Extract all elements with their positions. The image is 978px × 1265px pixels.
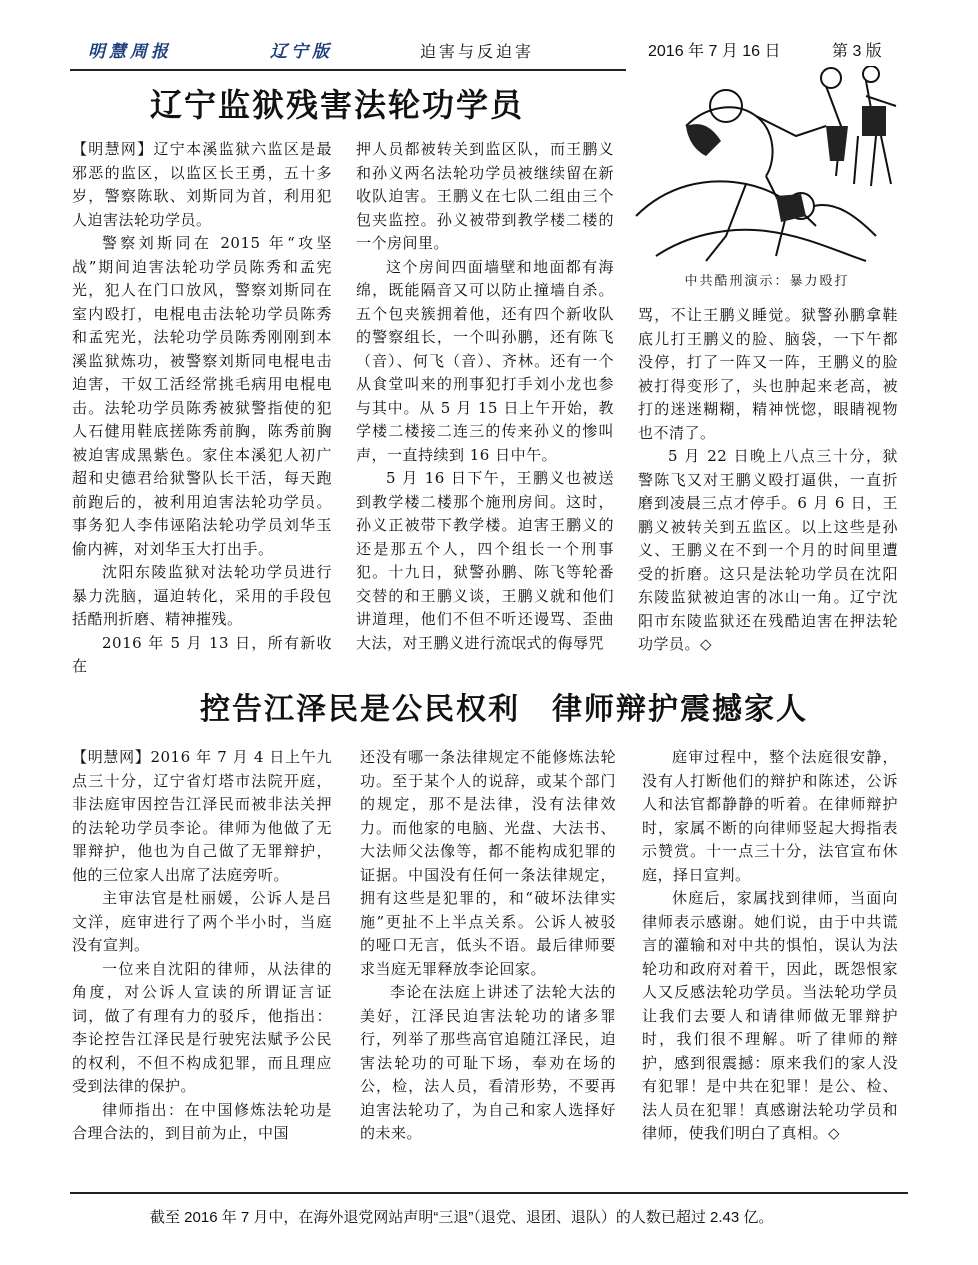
paragraph: 押人员都被转关到监区队，而王鹏义和孙义两名法轮功学员被继续留在新收队迫害。王鹏义在七队二组由三个包夹监控。孙义被带到教学楼二楼的一个房间里。 xyxy=(356,140,614,252)
paragraph: 5 月 16 日下午，王鹏义也被送到教学楼二楼那个施刑房间。这时，孙义正被带下教学楼。迫害王鹏义的还是那五个人，四个组长一个刑事犯。十九日，狱警孙鹏、陈飞等轮番交替的和王鹏义谈，王鹏义就和他们讲道理，他们不但不听还谩骂、歪曲大法，对王鹏义进行流氓式的侮辱咒 xyxy=(356,469,614,652)
paper-name: 明慧周报 xyxy=(88,42,172,62)
paragraph: 李论在法庭上讲述了法轮大法的美好，江泽民迫害法轮功的诸多罪行，列举了那些高官追随江泽民，迫害法轮功的可耻下场，奉劝在场的公，检，法人员，看清形势，不要再迫害法轮功了，为自己和家人选择好的未来。 xyxy=(360,983,616,1142)
paragraph: 2016 年 5 月 13 日，所有新收在 xyxy=(72,633,332,675)
footer-notice: 截至 2016 年 7 月中，在海外退党网站声明“三退”（退党、退团、退队）的人数已超过 2.43 亿。 xyxy=(150,1209,774,1226)
article1-col2 xyxy=(356,138,614,655)
article1-col3 xyxy=(638,304,898,657)
edition-name: 辽宁版 xyxy=(270,42,333,62)
footer-rule xyxy=(70,1192,908,1194)
illustration-image xyxy=(626,66,908,266)
paragraph: 【明慧网】辽宁本溪监狱六监区是最邪恶的监区，以监区长王勇，五十多岁，警察陈耿、刘斯同为首，利用犯人迫害法轮功学员。 xyxy=(72,140,332,229)
paragraph: 【明慧网】2016 年 7 月 4 日上午九点三十分，辽宁省灯塔市法院开庭，非法庭审因控告江泽民而被非法关押的法轮功学员李论。律师为他做了无罪辩护，他也为自己做了无罪辩护，他的三位家人出席了法庭旁听。 xyxy=(72,748,332,884)
paragraph: 5 月 22 日晚上八点三十分，狱警陈飞又对王鹏义殴打逼供，一直折磨到凌晨三点才停手。6 月 6 日，王鹏义被转关到五监区。以上这些是孙义、王鹏义在不到一个月的时间里遭受的折磨。这只是法轮功学员在沈阳东陵监狱被迫害的冰山一角。辽宁沈阳市东陵监狱还在残酷迫害在押法轮功学员。◇ xyxy=(638,447,898,653)
section-name: 迫害与反迫害 xyxy=(420,42,535,61)
article2-title: 控告江泽民是公民权利 律师辩护震撼家人 xyxy=(200,692,808,727)
paragraph: 庭审过程中，整个法庭很安静，没有人打断他们的辩护和陈述，公诉人和法官都静静的听着。在律师辩护时，家属不断的向律师竖起大拇指表示赞赏。十一点三十分，法官宣布休庭，择日宣判。 xyxy=(642,748,898,884)
paragraph: 一位来自沈阳的律师，从法律的角度，对公诉人宣读的所谓证言证词，做了有理有力的驳斥，他指出：李论控告江泽民是行驶宪法赋予公民的权利，不但不构成犯罪，而且理应受到法律的保护。 xyxy=(72,959,332,1095)
article2-col2 xyxy=(360,746,616,1146)
paragraph: 这个房间四面墙壁和地面都有海绵，既能隔音又可以防止撞墙自杀。五个包夹簇拥着他，还有四个新收队的警察组长，一个叫孙鹏，还有陈飞（音）、何飞（音）、齐林。还有一个从食堂叫来的刑事犯打手刘小龙也参与其中。从 5 月 15 日上午开始，教学楼二楼接二连三的传来孙义的惨叫声，一直持续到 16 日中午。 xyxy=(356,257,614,464)
illustration-caption: 中共酷刑演示：暴力殴打 xyxy=(684,274,850,289)
article1-title: 辽宁监狱残害法轮功学员 xyxy=(150,86,525,124)
torture-illustration xyxy=(626,66,908,266)
article2-col3 xyxy=(642,746,898,1146)
paragraph: 沈阳东陵监狱对法轮功学员进行暴力洗脑，逼迫转化，采用的手段包括酷刑折磨、精神摧残。 xyxy=(72,563,332,628)
paragraph: 警察刘斯同在 2015 年“攻坚战”期间迫害法轮功学员陈秀和孟宪光，犯人在门口放风，警察刘斯同在室内殴打，电棍电击法轮功学员陈秀和孟宪光，法轮功学员陈秀刚刚到本溪监狱炼功，被警察刘斯同电棍电击迫害，干奴工活经常挑毛病用电棍电击。法轮功学员陈秀被狱警指使的犯人石健用鞋底搓陈秀前胸，陈秀前胸被迫害成黑紫色。家住本溪犯人初广超和史德君给狱警队长干活，每天跑前跑后的，被利用迫害法轮功学员。事务犯人李伟诬陷法轮功学员刘华玉偷内裤，对刘华玉大打出手。 xyxy=(72,234,332,558)
article1-col1 xyxy=(72,138,332,679)
paragraph: 还没有哪一条法律规定不能修炼法轮功。至于某个人的说辞，或某个部门的规定，那不是法律，没有法律效力。而他家的电脑、光盘、大法书、大法师父法像等，都不能构成犯罪的证据。中国没有任何一条法律规定，拥有这些是犯罪的，和“破坏法律实施”更扯不上半点关系。公诉人被驳的哑口无言，低头不语。最后律师要求当庭无罪释放李论回家。 xyxy=(360,748,616,978)
paragraph: 骂，不让王鹏义睡觉。狱警孙鹏拿鞋底儿打王鹏义的脸、脑袋，一下午都没停，打了一阵又一阵，王鹏义的脸被打得变形了，头也肿起来老高，被打的迷迷糊糊，精神恍惚，眼睛视物也不清了。 xyxy=(638,306,898,442)
page-number: 第 3 版 xyxy=(832,43,882,60)
paragraph: 主审法官是杜丽媛，公诉人是吕文洋，庭审进行了两个半小时，当庭没有宣判。 xyxy=(72,889,332,954)
article2-col1 xyxy=(72,746,332,1146)
paragraph: 休庭后，家属找到律师，当面向律师表示感谢。她们说，由于中共谎言的灌输和对中共的惧怕，误认为法轮功和政府对着干，因此，既怨恨家人又反感法轮功学员。当法轮功学员让我们去要人和请律师做无罪辩护时，我们很不理解。听了律师的辩护，感到很震撼：原来我们的家人没有犯罪！是中共在犯罪！是公、检、法人员在犯罪！真感谢法轮功学员和律师，使我们明白了真相。◇ xyxy=(642,889,898,1142)
paragraph: 律师指出：在中国修炼法轮功是合理合法的，到目前为止，中国 xyxy=(72,1100,332,1142)
issue-date: 2016 年 7 月 16 日 xyxy=(648,43,781,60)
